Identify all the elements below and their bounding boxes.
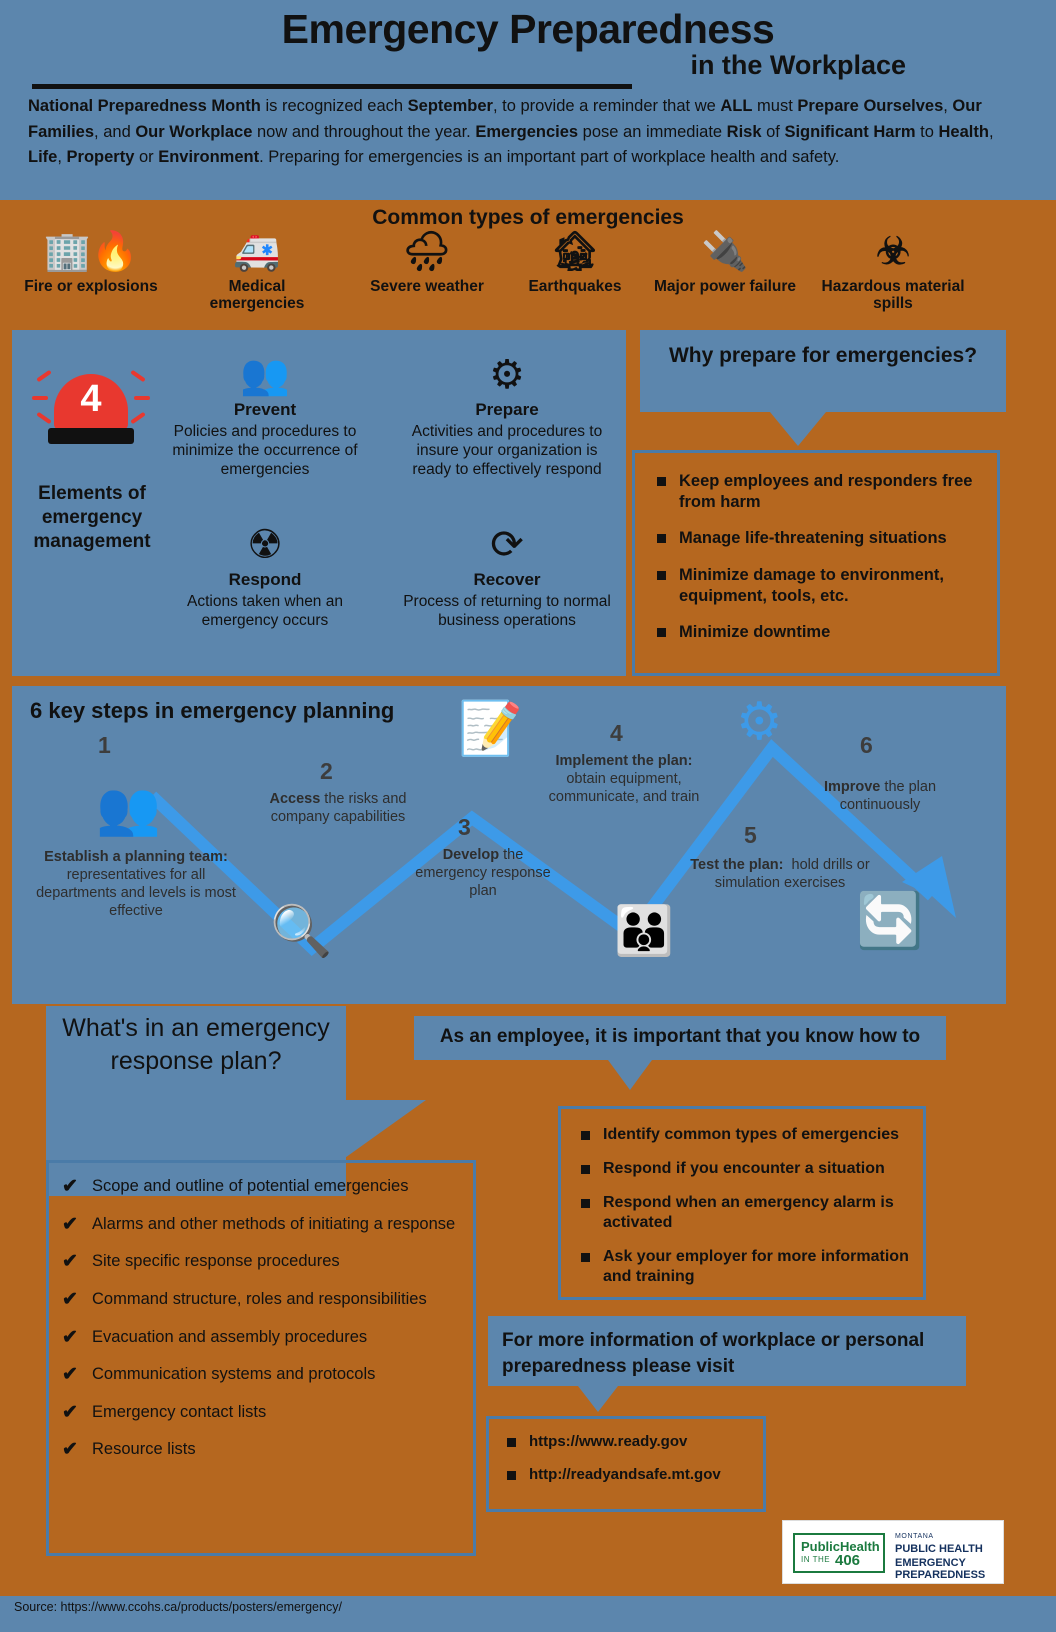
refresh-arrow-icon: ⟳ (490, 523, 524, 567)
check-icon: ✔ (62, 1326, 78, 1348)
why-prepare-list (632, 450, 1000, 676)
element-prevent (156, 352, 374, 480)
radiation-icon: ☢ (247, 523, 283, 567)
fire-building-icon: 🏢🔥 (43, 231, 139, 273)
header-banner (0, 0, 1056, 200)
element-description: Actions taken when an emergency occurs (187, 593, 343, 630)
six-steps-panel (12, 686, 1006, 1004)
links-box (486, 1416, 766, 1512)
emergency-type-label: Earthquakes (528, 278, 622, 295)
elements-number: 4 (80, 378, 102, 420)
logo-montana-text: MONTANA (895, 1533, 934, 1540)
link-ready-gov[interactable]: https://www.ready.gov (507, 1433, 753, 1450)
plan-item-label: Command structure, roles and responsibilities (92, 1289, 427, 1308)
page-subtitle: in the Workplace (690, 50, 906, 80)
element-description: Activities and procedures to insure your organization is ready to effectively respond (411, 423, 603, 479)
step-number-6: 6 (860, 732, 873, 758)
list-item: Manage life-threatening situations (657, 528, 981, 549)
check-icon: ✔ (62, 1176, 78, 1197)
list-item: Minimize downtime (657, 622, 981, 643)
list-item (62, 1327, 468, 1348)
logo-publichealth-text: PublicHealth (801, 1539, 880, 1554)
emergency-type-label: Major power failure (653, 278, 797, 295)
elements-label: Elements of emergency management (33, 483, 151, 552)
plan-item-label: Alarms and other methods of initiating a response (92, 1214, 456, 1233)
person-search-icon: 🔍 (270, 903, 333, 959)
plan-item-label: Resource lists (92, 1440, 196, 1459)
intro-paragraph: National Preparedness Month is recognized each September, to provide a reminder that we ALL must Prepare Ourselves, Our Families, and Our Workplace now and throughout the year. Emergencies pose an immediate Risk of Significant Harm to Health, Life, Property or Environment. Preparing for emergencies is an important part of workplace health and safety. (28, 97, 994, 167)
logo-publichealth-line: PUBLIC HEALTH (895, 1543, 983, 1555)
step-text-6: Improve the plan continuously (823, 779, 937, 814)
list-item: Respond if you encounter a situation (581, 1159, 909, 1179)
earthquake-icon: 🏚 (550, 231, 600, 273)
list-item: Ask your employer for more information and training (581, 1247, 909, 1287)
common-types-title: Common types of emergencies (372, 206, 684, 229)
list-item (62, 1289, 468, 1310)
list-item: Minimize damage to environment, equipment, tools, etc. (657, 565, 981, 606)
plan-item-label: Communication systems and protocols (92, 1365, 376, 1384)
logo-emergency-line: EMERGENCY PREPAREDNESS (895, 1557, 986, 1581)
check-icon: ✔ (62, 1439, 78, 1461)
list-item: Respond when an emergency alarm is activated (581, 1193, 909, 1233)
employee-header-callout (414, 1016, 946, 1060)
source-citation: Source: https://www.ccohs.ca/products/posters/emergency/ (14, 1600, 342, 1614)
emergency-type-fire (16, 230, 166, 295)
element-heading: Recover (473, 570, 541, 589)
biohazard-icon: ☣ (875, 231, 911, 273)
list-item (62, 1402, 468, 1423)
step-number-4: 4 (610, 720, 623, 746)
check-icon: ✔ (62, 1401, 78, 1423)
six-steps-title: 6 key steps in emergency planning (30, 698, 395, 723)
element-prepare (398, 352, 616, 480)
gear-checklist-icon: ⚙ (736, 693, 783, 751)
more-info-text: For more information of workplace or personal preparedness please visit (502, 1330, 925, 1377)
plan-title: What's in an emergency response plan? (62, 1014, 330, 1075)
element-respond (156, 522, 374, 630)
emergency-type-power (650, 230, 800, 295)
plan-list (62, 1176, 468, 1477)
list-item (62, 1214, 468, 1235)
list-item: Keep employees and responders free from harm (657, 471, 981, 512)
list-item: Identify common types of emergencies (581, 1125, 909, 1145)
more-info-callout (488, 1316, 966, 1386)
step-text-4: Implement the plan: obtain equipment, communicate, and train (548, 753, 700, 806)
person-cycle-icon: 🔄 (856, 891, 924, 951)
emergency-type-label: Severe weather (370, 278, 484, 295)
page-title: Emergency Preparedness (281, 6, 775, 52)
step-text-3: Develop the emergency response plan (415, 847, 551, 900)
step-number-3: 3 (458, 814, 471, 840)
more-info-arrow (578, 1386, 618, 1412)
check-icon: ✔ (62, 1364, 78, 1386)
document-pencil-icon: 📝 (458, 700, 523, 758)
logo-406-text: 406 (835, 1552, 861, 1569)
emergency-type-label: Medical emergencies (209, 278, 305, 313)
element-recover (398, 522, 616, 630)
element-description: Policies and procedures to minimize the occurrence of emergencies (172, 423, 358, 479)
employee-header-text: As an employee, it is important that you know how to (439, 1026, 921, 1047)
emergency-type-earthquake (500, 230, 650, 295)
emergency-type-label: Fire or explosions (24, 278, 158, 295)
siren-light-icon (40, 356, 144, 448)
three-people-icon: 👪 (614, 905, 674, 958)
why-prepare-arrow (770, 412, 826, 446)
plan-item-label: Scope and outline of potential emergencies (92, 1177, 409, 1195)
list-item (62, 1364, 468, 1385)
emergency-type-label: Hazardous material spills (821, 278, 965, 313)
plan-item-label: Evacuation and assembly procedures (92, 1327, 368, 1346)
title-divider (32, 84, 632, 89)
employee-list-box (558, 1106, 926, 1300)
group-people-icon: 👥 (96, 780, 161, 838)
four-elements-panel (12, 330, 626, 676)
check-icon: ✔ (62, 1213, 78, 1235)
list-item (62, 1251, 468, 1272)
people-shield-icon: 👥 (240, 353, 290, 397)
step-text-1: Establish a planning team: representatives for all departments and levels is most effective (36, 849, 236, 920)
storm-cloud-icon: 🌧 (402, 231, 452, 273)
step-text-5: Test the plan: hold drills or simulation exercises (690, 857, 870, 892)
montana-public-health-logo (782, 1520, 1004, 1584)
power-plug-icon: 🔌 (701, 231, 749, 273)
plan-item-label: Site specific response procedures (92, 1252, 340, 1271)
link-readyandsafe-mt-gov[interactable]: http://readyandsafe.mt.gov (507, 1466, 753, 1483)
publichealth-406-mark (793, 1533, 885, 1573)
step-text-2: Access the risks and company capabilities (269, 791, 407, 826)
emergency-type-weather (352, 230, 502, 295)
element-description: Process of returning to normal business operations (403, 593, 611, 630)
logo-inthe-text: IN THE (801, 1555, 831, 1564)
emergency-type-hazmat (818, 230, 968, 313)
element-heading: Prepare (475, 400, 539, 419)
why-prepare-title: Why prepare for emergencies? (668, 344, 978, 367)
why-prepare-callout (640, 330, 1006, 412)
list-item (62, 1176, 468, 1197)
emergency-type-medical (182, 230, 332, 313)
list-item (62, 1439, 468, 1460)
element-heading: Respond (228, 570, 302, 589)
plan-item-label: Emergency contact lists (92, 1402, 267, 1421)
gear-icon: ⚙ (489, 353, 525, 397)
employee-arrow (608, 1060, 652, 1090)
step-number-1: 1 (98, 732, 111, 758)
check-icon: ✔ (62, 1251, 78, 1273)
check-icon: ✔ (62, 1288, 78, 1310)
ambulance-icon: 🚑 (233, 231, 281, 273)
step-number-5: 5 (744, 822, 757, 848)
element-heading: Prevent (233, 400, 297, 419)
step-number-2: 2 (320, 758, 333, 784)
